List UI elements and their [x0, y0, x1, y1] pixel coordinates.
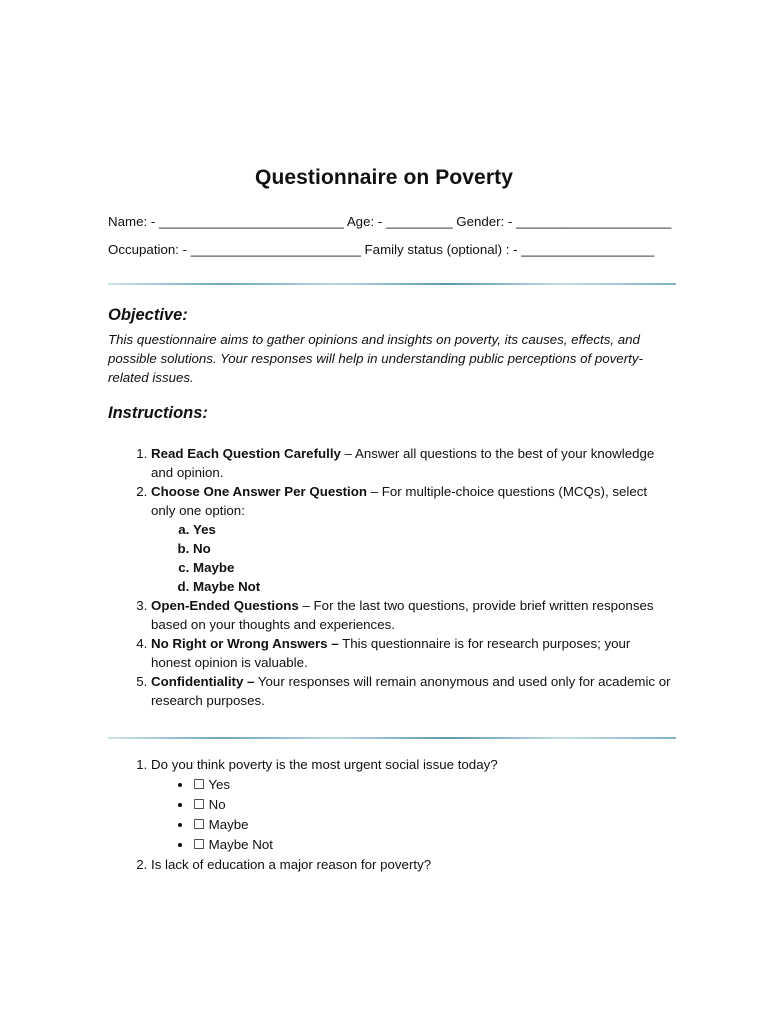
- instructions-heading: Instructions:: [108, 404, 208, 422]
- checkbox-option-maybe[interactable]: • ☐ Maybe: [193, 815, 671, 835]
- instruction-text: – For multiple-choice questions (MCQs), select only one option:: [151, 484, 648, 518]
- instruction-text: Your responses will remain anonymous and used only for academic or research purposes.: [151, 674, 671, 708]
- instruction-title: Open-Ended Questions: [151, 598, 299, 613]
- page-title: Questionnaire on Poverty: [255, 166, 513, 189]
- instruction-title: Read Each Question Carefully: [151, 446, 341, 461]
- checkbox-option-yes[interactable]: • ☐ Yes: [193, 775, 671, 795]
- answer-option-yes: a. Yes: [193, 520, 671, 539]
- instruction-item: [151, 482, 671, 596]
- objective-heading: Objective:: [108, 306, 188, 324]
- personal-info-line-1: Name: - _________________________ Age: - _________ Gender: - _____________________: [108, 214, 672, 229]
- question-item: [151, 855, 671, 874]
- section-divider-top: [108, 283, 676, 285]
- instruction-title: Choose One Answer Per Question: [151, 484, 367, 499]
- instruction-text: – Answer all questions to the best of your knowledge and opinion.: [151, 446, 655, 480]
- instruction-text: – For the last two questions, provide brief written responses based on your thoughts and experiences.: [151, 598, 654, 632]
- checkbox-option-maybe-not[interactable]: • ☐ Maybe Not: [193, 835, 671, 855]
- instruction-item: [151, 634, 671, 672]
- objective-text: This questionnaire aims to gather opinions and insights on poverty, its causes, effects, and possible solutions. Your responses will help in understanding public perceptions of poverty-related issues.: [108, 332, 643, 385]
- instruction-title: Confidentiality –: [151, 674, 255, 689]
- answer-option-maybe-not: d. Maybe Not: [193, 577, 671, 596]
- instruction-item: [151, 596, 671, 634]
- instruction-text: This questionnaire is for research purposes; your honest opinion is valuable.: [151, 636, 631, 670]
- personal-info-line-2: Occupation: - _______________________ Family status (optional) : - __________________: [108, 242, 655, 257]
- answer-options-list: [151, 520, 671, 596]
- question-text: Is lack of education a major reason for poverty?: [151, 857, 432, 872]
- question-item: [151, 755, 671, 855]
- instruction-item: [151, 672, 671, 710]
- section-divider-bottom: [108, 737, 676, 739]
- instructions-list: [108, 444, 671, 710]
- instruction-title: No Right or Wrong Answers –: [151, 636, 339, 651]
- question-text: Do you think poverty is the most urgent social issue today?: [151, 757, 498, 772]
- question-options: [151, 775, 671, 855]
- instruction-item: [151, 444, 671, 482]
- checkbox-option-no[interactable]: • ☐ No: [193, 795, 671, 815]
- answer-option-no: b. No: [193, 539, 671, 558]
- questions-list: [108, 755, 671, 874]
- answer-option-maybe: c. Maybe: [193, 558, 671, 577]
